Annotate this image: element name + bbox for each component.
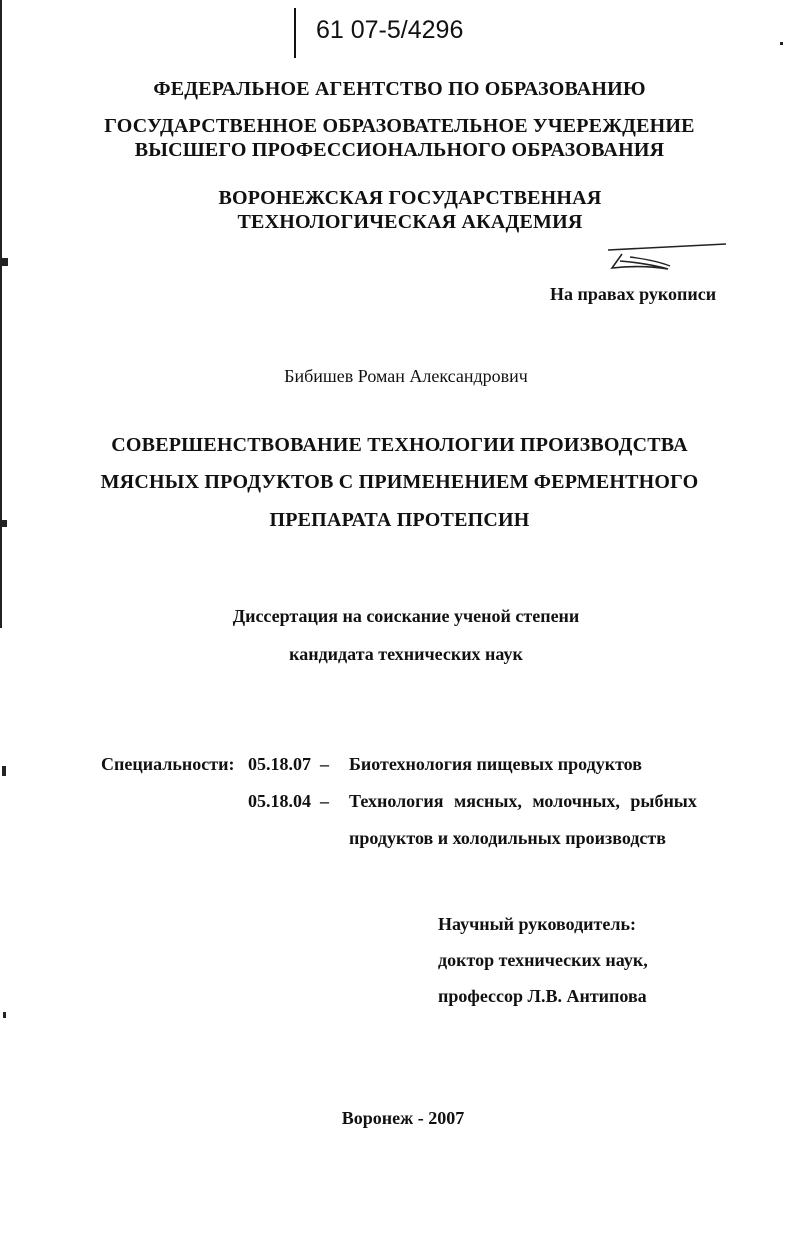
stamp-divider [294,8,296,58]
title-line-2: МЯСНЫХ ПРОДУКТОВ С ПРИМЕНЕНИЕМ ФЕРМЕНТНОГО [100,471,699,493]
city-year: Воронеж - 2007 [341,1108,465,1128]
title-line-1: СОВЕРШЕНСТВОВАНИЕ ТЕХНОЛОГИИ ПРОИЗВОДСТВА [111,434,688,456]
rights-note: На правах рукописи [550,284,717,304]
academy-line-2: ТЕХНОЛОГИЧЕСКАЯ АКАДЕМИЯ [237,211,583,233]
supervisor-name: профессор Л.В. Антипова [438,986,647,1006]
specialty-dash: – [320,791,329,811]
author-name: Бибишев Роман Александрович [284,366,528,386]
specialty-dash: – [320,754,329,774]
scan-speck [3,1012,6,1018]
institution-line-2: ВЫСШЕГО ПРОФЕССИОНАЛЬНОГО ОБРАЗОВАНИЯ [134,139,665,161]
document-number: 61 07-5/4296 [316,16,464,44]
specialty-name: Биотехнология пищевых продуктов [349,754,642,774]
scan-speck [780,42,783,45]
supervisor-label: Научный руководитель: [438,914,636,934]
institution-line-1: ГОСУДАРСТВЕННОЕ ОБРАЗОВАТЕЛЬНОЕ УЧЕРЕЖДЕНИЕ [104,115,695,137]
scan-speck [2,766,6,776]
dissertation-line-2: кандидата технических наук [289,644,523,664]
specialty-code-value: 05.18.07 [248,754,311,774]
supervisor-degree: доктор технических наук, [438,950,648,970]
specialty-name: Технология мясных, молочных, рыбных [349,791,697,811]
specialties-label: Специальности: [101,754,235,774]
specialty-name-continuation: продуктов и холодильных производств [349,828,666,848]
dissertation-line-1: Диссертация на соискание ученой степени [232,606,580,626]
agency-name: ФЕДЕРАЛЬНОЕ АГЕНТСТВО ПО ОБРАЗОВАНИЮ [153,78,646,100]
academy-line-1: ВОРОНЕЖСКАЯ ГОСУДАРСТВЕННАЯ [218,187,602,209]
specialty-code-value: 05.18.04 [248,791,311,811]
scan-speck [2,258,8,266]
signature-image [600,236,730,278]
specialty-code [248,791,329,812]
specialty-code [248,754,329,775]
title-line-3: ПРЕПАРАТА ПРОТЕПСИН [269,509,530,531]
